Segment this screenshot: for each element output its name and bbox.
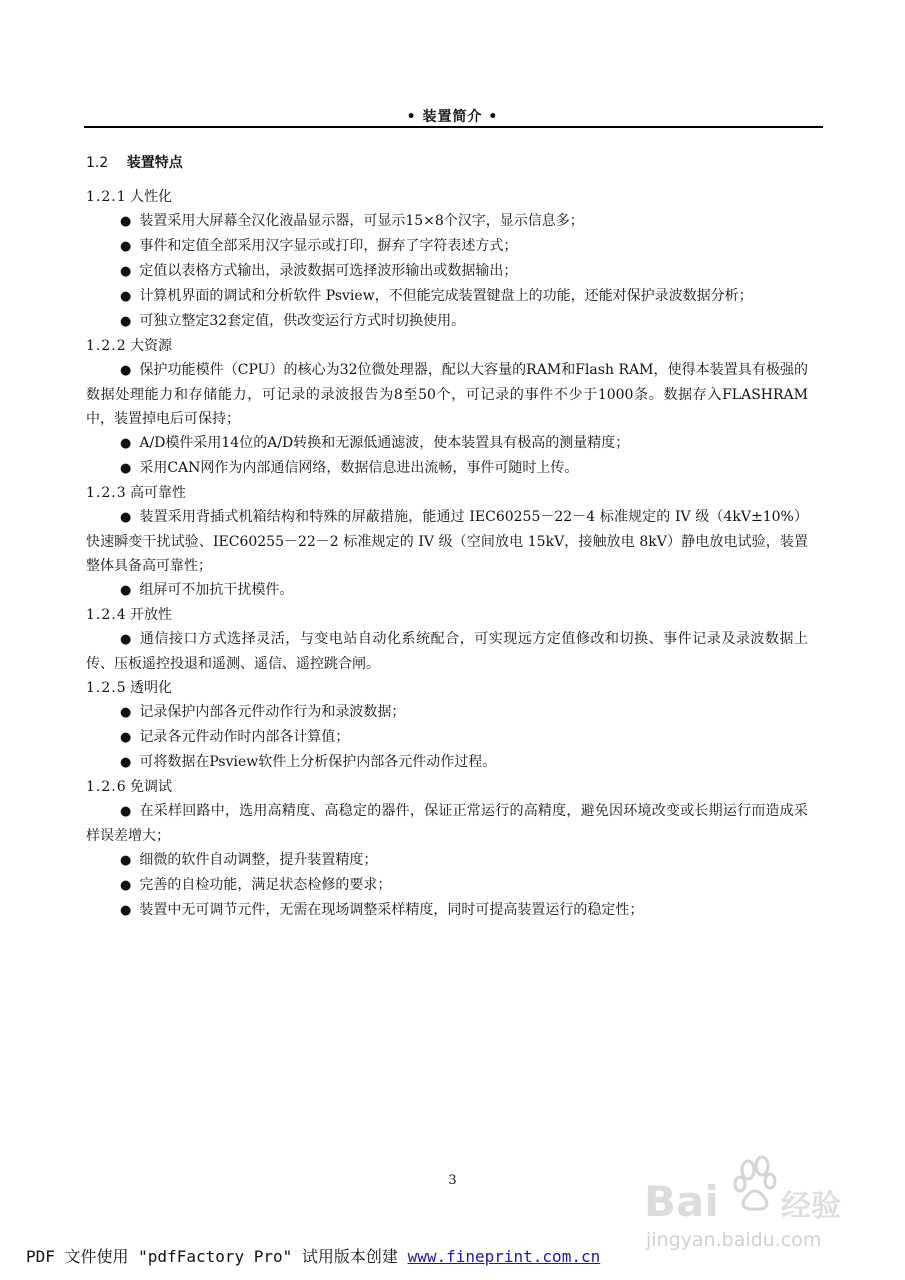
page-header: • 装置简介 • — [406, 109, 499, 125]
svg-text:Bai: Bai — [644, 1177, 719, 1226]
subsection-heading — [86, 185, 808, 209]
bullet-icon: ● — [120, 289, 132, 304]
subsection-title: 高可靠性 — [130, 485, 186, 501]
bullet-text: 可独立整定32套定值，供改变运行方式时切换使用。 — [139, 313, 466, 329]
subsection-heading — [86, 676, 808, 700]
bullet-item — [86, 873, 808, 898]
bullet-item — [86, 700, 808, 725]
bullet-text: 记录各元件动作时内部各计算值； — [139, 729, 350, 745]
subsection-number: 1.2.2 — [86, 338, 127, 354]
footer-link[interactable]: www.fineprint.com.cn — [407, 1247, 601, 1266]
bullet-text: 装置中无可调节元件，无需在现场调整采样精度，同时可提高装置运行的稳定性； — [139, 902, 644, 918]
bullet-icon: ● — [120, 510, 132, 525]
bullet-icon: ● — [120, 214, 132, 229]
svg-text:jingyan.baidu.com: jingyan.baidu.com — [646, 1229, 822, 1251]
bullet-text: A/D模件采用14位的A/D转换和无源低通滤波，使本装置具有极高的测量精度； — [139, 435, 630, 451]
subsection-title: 开放性 — [130, 607, 172, 623]
bullet-item — [86, 578, 808, 603]
svg-text:经验: 经验 — [781, 1189, 841, 1224]
bullet-icon: ● — [120, 878, 132, 893]
subsection-heading — [86, 603, 808, 627]
bullet-icon: ● — [120, 314, 132, 329]
page-number: 3 — [448, 1173, 457, 1188]
bullet-item — [86, 431, 808, 456]
header-divider — [84, 126, 823, 128]
bullet-icon: ● — [120, 363, 132, 378]
bullet-item — [86, 725, 808, 750]
bullet-icon: ● — [120, 804, 132, 819]
bullet-icon: ● — [120, 436, 132, 451]
document-body — [86, 185, 808, 923]
subsection-heading — [86, 775, 808, 799]
bullet-item — [86, 898, 808, 923]
bullet-item — [86, 505, 808, 578]
bullet-icon: ● — [120, 730, 132, 745]
bullet-text: 组屏可不加抗干扰模件。 — [139, 582, 294, 598]
bullet-text: 通信接口方式选择灵活，与变电站自动化系统配合，可实现远方定值修改和切换、事件记录及录波数据上传、压板遥控投退和遥测、遥信、遥控跳合闸。 — [86, 631, 809, 672]
bullet-text: 记录保护内部各元件动作行为和录波数据； — [139, 704, 406, 720]
baidu-watermark-logo — [636, 1148, 876, 1258]
footer-text: PDF 文件使用 "pdfFactory Pro" 试用版本创建 — [26, 1247, 408, 1266]
bullet-item — [86, 627, 808, 676]
subsection-heading — [86, 334, 808, 358]
bullet-text: 事件和定值全部采用汉字显示或打印，摒弃了字符表述方式； — [139, 238, 518, 254]
bullet-icon: ● — [120, 903, 132, 918]
bullet-item — [86, 456, 808, 481]
bullet-icon: ● — [120, 264, 132, 279]
subsection-number: 1.2.1 — [86, 189, 127, 205]
subsection-heading — [86, 481, 808, 505]
bullet-text: 在采样回路中，选用高精度、高稳定的器件，保证正常运行的高精度，避免因环境改变或长期运行而造成采样误差增大； — [86, 803, 809, 844]
bullet-item — [86, 848, 808, 873]
bullet-item — [86, 284, 808, 309]
bullet-item — [86, 234, 808, 259]
bullet-text: 装置采用大屏幕全汉化液晶显示器，可显示15×8个汉字，显示信息多； — [139, 213, 584, 229]
bullet-icon: ● — [120, 755, 132, 770]
bullet-icon: ● — [120, 853, 132, 868]
bullet-icon: ● — [120, 705, 132, 720]
bullet-icon: ● — [120, 632, 132, 647]
bullet-icon: ● — [120, 461, 132, 476]
bullet-text: 定值以表格方式输出，录波数据可选择波形输出或数据输出； — [139, 263, 518, 279]
bullet-text: 装置采用背插式机箱结构和特殊的屏蔽措施，能通过 IEC60255－22－4 标准规定的 IV 级（4kV±10%）快速瞬变干扰试验、IEC60255－22－2 标准规定的 IV 级（空间放电 15kV，接触放电 8kV）静电放电试验，装置整体具备高可靠性； — [86, 509, 809, 574]
bullet-item — [86, 259, 808, 284]
bullet-item — [86, 799, 808, 848]
subsection-title: 透明化 — [130, 680, 172, 696]
section-heading — [86, 152, 183, 172]
pdf-footer — [26, 1244, 600, 1267]
bullet-item — [86, 209, 808, 234]
subsection-number: 1.2.3 — [86, 485, 127, 501]
subsection-number: 1.2.5 — [86, 680, 127, 696]
section-number: 1.2 — [86, 155, 109, 171]
bullet-item — [86, 750, 808, 775]
bullet-icon: ● — [120, 583, 132, 598]
subsection-title: 大资源 — [130, 338, 172, 354]
subsection-number: 1.2.4 — [86, 607, 127, 623]
bullet-text: 采用CAN网作为内部通信网络，数据信息进出流畅，事件可随时上传。 — [139, 460, 579, 476]
bullet-text: 细微的软件自动调整，提升装置精度； — [139, 852, 378, 868]
bullet-item — [86, 358, 808, 431]
bullet-text: 保护功能模件（CPU）的核心为32位微处理器，配以大容量的RAM和Flash RAM，使得本装置具有极强的数据处理能力和存储能力，可记录的录波报告为8至50个，可记录的事件不少于1000条。数据存入FLASHRAM中，装置掉电后可保持； — [86, 362, 809, 427]
subsection-title: 免调试 — [130, 779, 172, 795]
subsection-number: 1.2.6 — [86, 779, 127, 795]
bullet-item — [86, 309, 808, 334]
subsection-title: 人性化 — [130, 189, 172, 205]
bullet-icon: ● — [120, 239, 132, 254]
bullet-text: 完善的自检功能，满足状态检修的要求； — [139, 877, 392, 893]
bullet-text: 可将数据在Psview软件上分析保护内部各元件动作过程。 — [139, 754, 497, 770]
bullet-text: 计算机界面的调试和分析软件 Psview，不但能完成装置键盘上的功能，还能对保护录波数据分析； — [139, 288, 753, 304]
section-title: 装置特点 — [126, 155, 183, 171]
